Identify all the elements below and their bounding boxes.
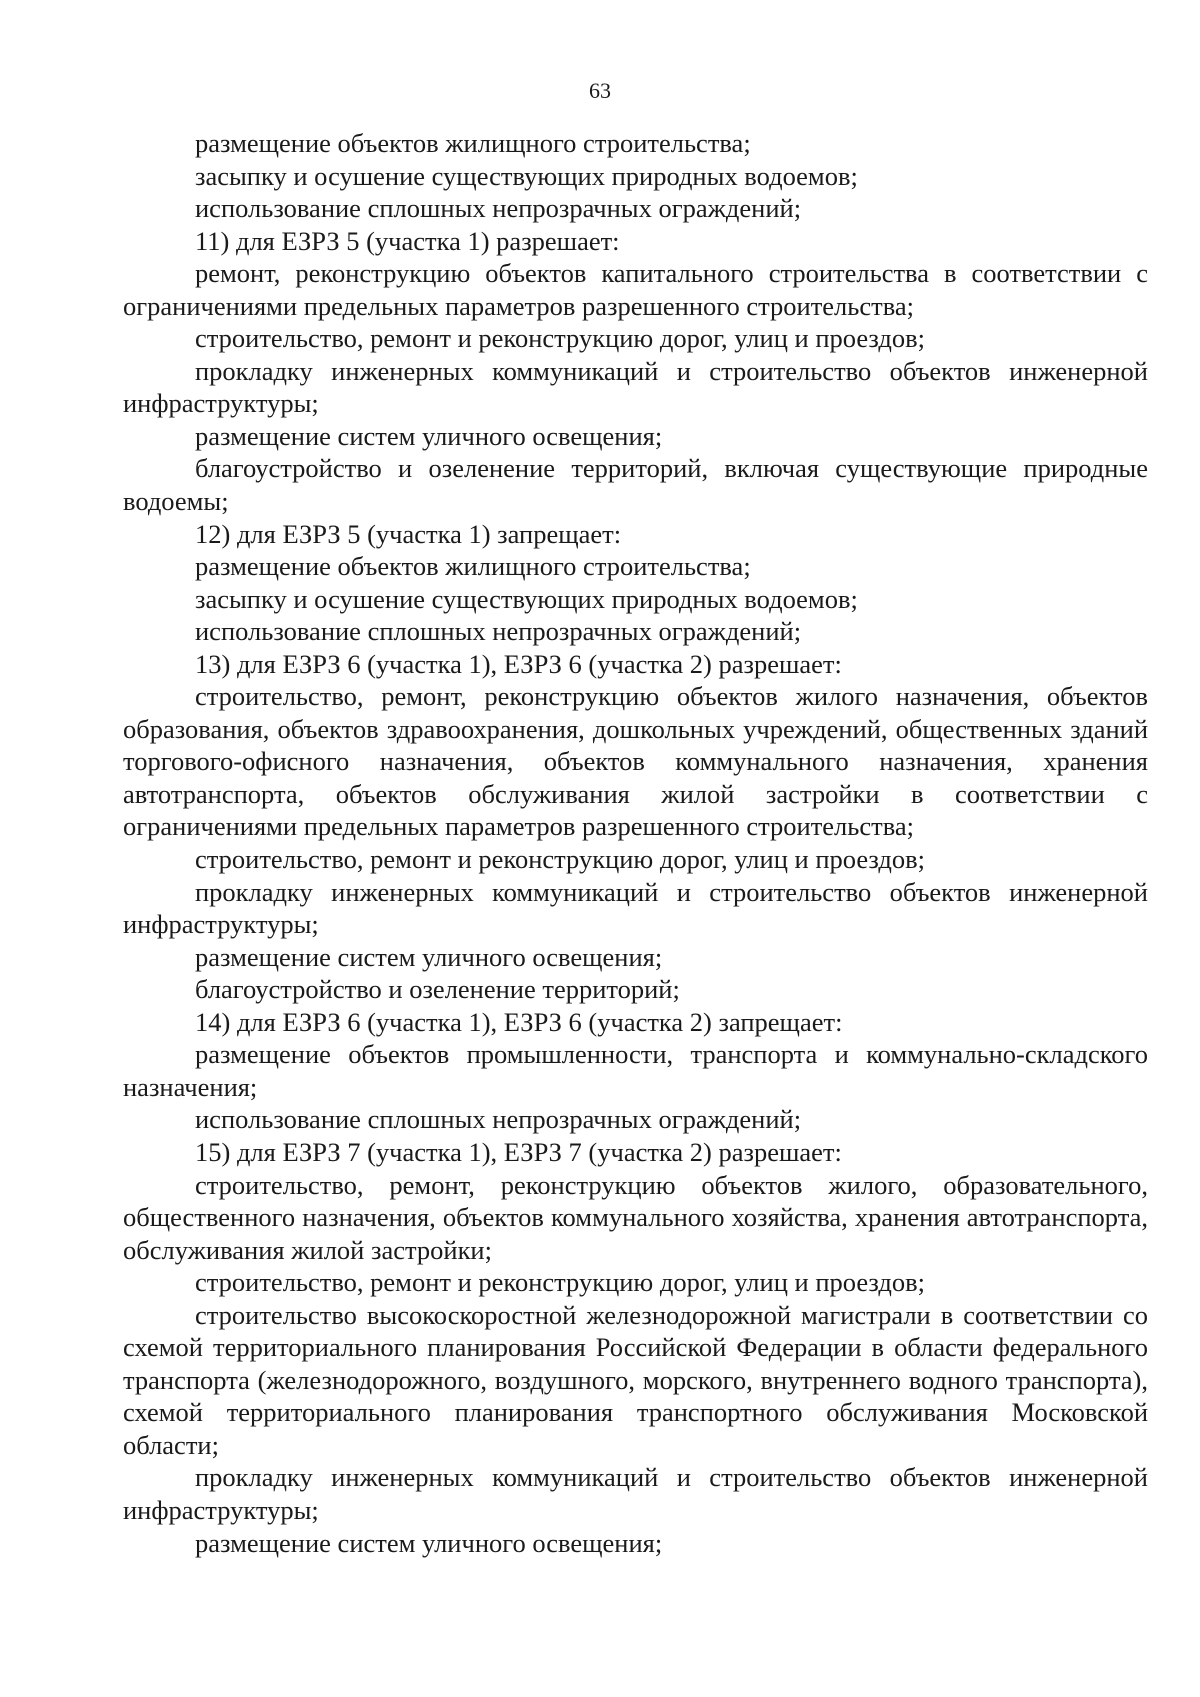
paragraph: строительство, ремонт и реконструкцию дорог, улиц и проездов;: [195, 1267, 926, 1298]
paragraph: засыпку и осушение существующих природных водоемов;: [195, 583, 858, 614]
paragraph: размещение объектов промышленности, транспорта и коммунально-складского назначения;: [123, 1039, 1148, 1102]
paragraph: строительство, ремонт и реконструкцию дорог, улиц и проездов;: [195, 844, 926, 875]
document-body: [123, 127, 1148, 1559]
paragraph: ремонт, реконструкцию объектов капитального строительства в соответствии с ограничениями предельных параметров разрешенного строительства;: [123, 258, 1148, 321]
paragraph: строительство, ремонт и реконструкцию дорог, улиц и проездов;: [195, 323, 926, 354]
paragraph: размещение систем уличного освещения;: [195, 941, 663, 972]
paragraph: размещение систем уличного освещения;: [195, 1527, 663, 1558]
paragraph: использование сплошных непрозрачных ограждений;: [195, 193, 802, 224]
paragraph: размещение систем уличного освещения;: [195, 420, 663, 451]
paragraph: использование сплошных непрозрачных ограждений;: [195, 616, 802, 647]
paragraph: засыпку и осушение существующих природных водоемов;: [195, 160, 858, 191]
paragraph: прокладку инженерных коммуникаций и строительство объектов инженерной инфраструктуры;: [123, 876, 1148, 940]
list-heading: 14) для ЕЗРЗ 6 (участка 1), ЕЗРЗ 6 (участка 2) запрещает:: [195, 1006, 843, 1037]
paragraph: строительство, ремонт, реконструкцию объектов жилого, образовательного, общественного назначения, объектов коммунального хозяйства, хранения автотранспорта, обслуживания жилой застройки;: [123, 1169, 1148, 1265]
paragraph: строительство, ремонт, реконструкцию объектов жилого назначения, объектов образования, объектов здравоохранения, дошкольных учреждений, общественных зданий торгового-офисного назначения, объектов коммунального назначения, хранения автотранспорта, объектов обслуживания жилой застройки в соответствии с ограничениями предельных параметров разрешенного строительства;: [123, 681, 1148, 842]
paragraph: благоустройство и озеленение территорий;: [195, 974, 680, 1005]
list-heading: 12) для ЕЗРЗ 5 (участка 1) запрещает:: [195, 518, 622, 549]
paragraph: строительство высокоскоростной железнодорожной магистрали в соответствии со схемой территориального планирования Российской Федерации в области федерального транспорта (железнодорожного, воздушного, морского, внутреннего водного транспорта), схемой территориального планирования транспортного обслуживания Московской области;: [123, 1299, 1148, 1460]
list-heading: 13) для ЕЗРЗ 6 (участка 1), ЕЗРЗ 6 (участка 2) разрешает:: [195, 648, 842, 679]
paragraph: благоустройство и озеленение территорий, включая существующие природные водоемы;: [123, 453, 1148, 517]
paragraph: прокладку инженерных коммуникаций и строительство объектов инженерной инфраструктуры;: [123, 1462, 1148, 1525]
paragraph: размещение объектов жилищного строительства;: [195, 551, 751, 582]
page-number: 63: [589, 78, 611, 103]
paragraph: использование сплошных непрозрачных ограждений;: [195, 1104, 802, 1135]
paragraph: прокладку инженерных коммуникаций и строительство объектов инженерной инфраструктуры;: [123, 355, 1148, 419]
paragraph: размещение объектов жилищного строительства;: [195, 128, 751, 158]
list-heading: 11) для ЕЗРЗ 5 (участка 1) разрешает:: [195, 225, 620, 256]
list-heading: 15) для ЕЗРЗ 7 (участка 1), ЕЗРЗ 7 (участка 2) разрешает:: [195, 1136, 842, 1167]
